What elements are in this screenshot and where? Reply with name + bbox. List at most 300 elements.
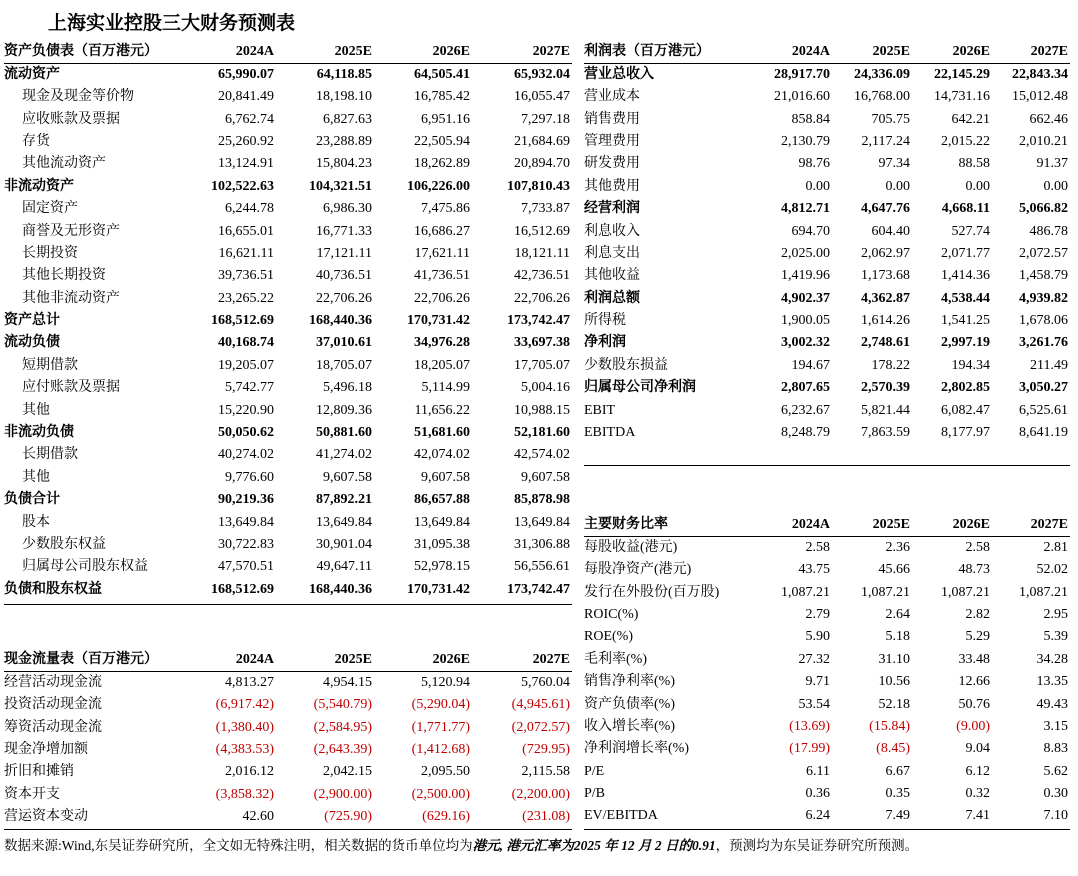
- cell-value: 22,145.29: [934, 67, 990, 82]
- table-row: [584, 581, 1070, 603]
- year-header: 2025E: [334, 44, 372, 59]
- cell-value: (729.95): [522, 741, 570, 757]
- cell-value: 65,932.04: [514, 67, 570, 82]
- row-label: 现金净增加额: [4, 741, 88, 757]
- cell-value: 41,274.02: [316, 447, 372, 463]
- cell-value: 8,177.97: [941, 425, 990, 441]
- row-label: 毛利率(%): [584, 651, 647, 667]
- table-row: [4, 220, 572, 242]
- cell-value: 2.81: [1043, 540, 1068, 555]
- cell-value: 42,074.02: [414, 447, 470, 463]
- table-row: [584, 108, 1070, 130]
- cell-value: 107,810.43: [507, 178, 570, 194]
- cell-value: 20,894.70: [514, 156, 570, 172]
- cell-value: 39,736.51: [218, 268, 274, 284]
- table-row: [584, 805, 1070, 827]
- row-label: 应付账款及票据: [22, 380, 120, 396]
- table-row: [4, 784, 572, 806]
- cell-value: (1,412.68): [411, 741, 470, 757]
- table-row: [584, 131, 1070, 153]
- cell-value: 3,050.27: [1019, 380, 1068, 396]
- cell-value: 22,706.26: [316, 290, 372, 306]
- table-row: [4, 444, 572, 466]
- cell-value: 2.95: [1043, 606, 1068, 622]
- cell-value: 168,440.36: [309, 581, 372, 597]
- page-title: 上海实业控股三大财务预测表: [48, 13, 296, 34]
- cell-value: 168,512.69: [211, 581, 274, 597]
- cell-value: 7,475.86: [421, 201, 470, 217]
- cell-value: 30,901.04: [316, 537, 372, 552]
- cell-value: (9.00): [956, 718, 990, 734]
- cell-value: 16,686.27: [414, 223, 470, 239]
- cell-value: 17,705.07: [514, 357, 570, 373]
- row-label: 少数股东损益: [584, 357, 668, 373]
- cell-value: 6,244.78: [225, 201, 274, 217]
- cell-value: 178.22: [871, 357, 910, 373]
- cell-value: 168,440.36: [309, 313, 372, 329]
- row-label: 非流动负债: [4, 425, 74, 441]
- cell-value: (2,072.57): [511, 719, 570, 735]
- cell-value: 858.84: [791, 111, 830, 127]
- cell-value: 40,736.51: [316, 268, 372, 284]
- cell-value: 31,095.38: [414, 537, 470, 552]
- cell-value: 40,274.02: [218, 447, 274, 463]
- cell-value: 18,121.11: [514, 245, 570, 261]
- table-row: [4, 377, 572, 399]
- cell-value: 13,649.84: [316, 514, 372, 530]
- cell-value: 0.00: [885, 178, 910, 194]
- cell-value: 50,050.62: [218, 425, 274, 441]
- cell-value: 2,016.12: [225, 764, 274, 780]
- row-label: 其他流动资产: [22, 156, 106, 172]
- income-statement-table: [584, 41, 1070, 444]
- cell-value: 0.32: [965, 786, 990, 802]
- cell-value: 64,505.41: [414, 67, 470, 82]
- cell-value: 6.24: [805, 808, 830, 824]
- table-row: [584, 537, 1070, 560]
- table-row: [584, 693, 1070, 715]
- cell-value: 1,541.25: [941, 313, 990, 329]
- cell-value: 14,731.16: [934, 89, 990, 105]
- row-label: 短期借款: [22, 357, 78, 373]
- cell-value: (231.08): [522, 809, 570, 825]
- table-row: [4, 310, 572, 332]
- footnote: [4, 834, 918, 854]
- cell-value: 22,843.34: [1012, 67, 1068, 82]
- year-header: 2027E: [1030, 517, 1068, 532]
- cell-value: 1,900.05: [781, 313, 830, 329]
- cell-value: 21,684.69: [514, 133, 570, 149]
- cell-value: 37,010.61: [316, 335, 372, 351]
- cell-value: 13,124.91: [218, 156, 274, 172]
- table-title: 利润表（百万港元）: [584, 44, 710, 59]
- cell-value: 6,827.63: [323, 111, 372, 127]
- cell-value: 2,015.22: [941, 133, 990, 149]
- cell-value: (6,917.42): [215, 697, 274, 713]
- row-label: 负债和股东权益: [4, 581, 102, 597]
- cell-value: 5,760.04: [521, 675, 570, 690]
- cell-value: 42,736.51: [514, 268, 570, 284]
- cell-value: 1,173.68: [861, 268, 910, 284]
- row-label: ROE(%): [584, 629, 633, 645]
- row-label: 负债合计: [4, 492, 60, 508]
- cell-value: 10.56: [878, 674, 910, 690]
- table-row: [4, 467, 572, 489]
- row-label: 销售费用: [584, 111, 640, 127]
- cell-value: 5.39: [1043, 629, 1068, 645]
- cell-value: 5.62: [1043, 763, 1068, 779]
- cell-value: 31,306.88: [514, 537, 570, 552]
- cell-value: 87,892.21: [316, 492, 372, 508]
- table-row: [4, 534, 572, 556]
- cell-value: 7.10: [1043, 808, 1068, 824]
- cell-value: 8,248.79: [781, 425, 830, 441]
- cell-value: 5,742.77: [225, 380, 274, 396]
- cell-value: 4,902.37: [781, 290, 830, 306]
- cell-value: 65,990.07: [218, 67, 274, 82]
- table-row: [584, 265, 1070, 287]
- row-label: 固定资产: [22, 201, 78, 217]
- cell-value: 173,742.47: [507, 313, 570, 329]
- year-header: 2026E: [952, 517, 990, 532]
- table-row: [584, 332, 1070, 354]
- cell-value: 8.83: [1043, 741, 1068, 757]
- cell-value: 7,863.59: [861, 425, 910, 441]
- cell-value: 15,804.23: [316, 156, 372, 172]
- row-label: 流动资产: [4, 67, 60, 82]
- cell-value: 2.64: [885, 606, 910, 622]
- cell-value: 170,731.42: [407, 581, 470, 597]
- cell-value: 56,556.61: [514, 559, 570, 575]
- table-title: 资产负债表（百万港元）: [4, 44, 158, 59]
- cell-value: 4,362.87: [861, 290, 910, 306]
- table-row: [4, 556, 572, 578]
- cell-value: 2.82: [965, 606, 990, 622]
- table-row: [4, 761, 572, 783]
- cell-value: (2,900.00): [313, 786, 372, 802]
- table-row: [584, 64, 1070, 87]
- cell-value: 15,220.90: [218, 402, 274, 418]
- cell-value: 52.18: [878, 696, 910, 712]
- cell-value: (4,945.61): [511, 697, 570, 713]
- cell-value: 52.02: [1036, 562, 1068, 578]
- cell-value: 3,261.76: [1019, 335, 1068, 351]
- row-label: 其他费用: [584, 178, 640, 194]
- table-header-row: [584, 514, 1070, 537]
- cell-value: 1,419.96: [781, 268, 830, 284]
- cell-value: 4,668.11: [941, 201, 990, 217]
- cell-value: 2,115.58: [521, 764, 570, 780]
- table-row: [4, 694, 572, 716]
- cell-value: 9,607.58: [323, 469, 372, 485]
- cell-value: 15,012.48: [1012, 89, 1068, 105]
- cell-value: 6.12: [965, 763, 990, 779]
- cell-value: 34,976.28: [414, 335, 470, 351]
- row-label: 利润总额: [584, 290, 640, 306]
- cell-value: 25,260.92: [218, 133, 274, 149]
- row-label: EBITDA: [584, 425, 636, 441]
- ratios-bottom-rule: [584, 829, 1070, 830]
- row-label: 每股收益(港元): [584, 540, 678, 555]
- cell-value: 170,731.42: [407, 313, 470, 329]
- cell-value: 2,748.61: [861, 335, 910, 351]
- cell-value: 40,168.74: [218, 335, 274, 351]
- row-label: 其他: [22, 402, 50, 418]
- cell-value: 694.70: [791, 223, 830, 239]
- cash-flow-bottom-rule: [4, 829, 572, 830]
- table-row: [4, 153, 572, 175]
- row-label: 净利润: [584, 335, 626, 351]
- cell-value: 49.43: [1036, 696, 1068, 712]
- table-title: 现金流量表（百万港元）: [4, 652, 158, 667]
- cell-value: (5,540.79): [313, 697, 372, 713]
- cell-value: 24,336.09: [854, 67, 910, 82]
- cell-value: 3.15: [1043, 718, 1068, 734]
- table-row: [4, 579, 572, 601]
- table-row: [584, 220, 1070, 242]
- table-row: [584, 761, 1070, 783]
- table-row: [4, 739, 572, 761]
- cell-value: 18,262.89: [414, 156, 470, 172]
- cell-value: (2,643.39): [313, 741, 372, 757]
- row-label: 研发费用: [584, 156, 640, 172]
- cell-value: 0.00: [965, 178, 990, 194]
- cell-value: 85,878.98: [514, 492, 570, 508]
- cell-value: 6,986.30: [323, 201, 372, 217]
- row-label: P/E: [584, 763, 605, 779]
- cell-value: 22,706.26: [414, 290, 470, 306]
- cell-value: (17.99): [789, 741, 830, 757]
- cell-value: (2,500.00): [411, 786, 470, 802]
- table-row: [4, 108, 572, 130]
- cell-value: 194.34: [951, 357, 990, 373]
- cell-value: 527.74: [951, 223, 990, 239]
- table-row: [584, 649, 1070, 671]
- cell-value: 5,821.44: [861, 402, 910, 418]
- table-row: [4, 265, 572, 287]
- cell-value: 23,288.89: [316, 133, 372, 149]
- footnote-forecast: ，预测均为东吴证券研究所预测。: [715, 838, 919, 853]
- row-label: 利息支出: [584, 245, 640, 261]
- row-label: EV/EBITDA: [584, 808, 658, 824]
- table-row: [584, 671, 1070, 693]
- cell-value: 2,095.50: [421, 764, 470, 780]
- cell-value: 18,205.07: [414, 357, 470, 373]
- cell-value: 19,205.07: [218, 357, 274, 373]
- row-label: 少数股东权益: [22, 537, 106, 552]
- table-row: [4, 131, 572, 153]
- cell-value: 47,570.51: [218, 559, 274, 575]
- table-row: [584, 738, 1070, 760]
- table-row: [584, 377, 1070, 399]
- cell-value: (2,584.95): [313, 719, 372, 735]
- cell-value: 41,736.51: [414, 268, 470, 284]
- table-row: [584, 604, 1070, 626]
- table-row: [584, 355, 1070, 377]
- cell-value: 42,574.02: [514, 447, 570, 463]
- cell-value: 5,114.99: [421, 380, 470, 396]
- cell-value: 52,181.60: [514, 425, 570, 441]
- table-row: [584, 422, 1070, 444]
- cell-value: 705.75: [871, 111, 910, 127]
- year-header: 2026E: [952, 44, 990, 59]
- cell-value: 27.32: [798, 651, 830, 667]
- cell-value: 2,802.85: [941, 380, 990, 396]
- cell-value: 18,705.07: [316, 357, 372, 373]
- cell-value: 662.46: [1029, 111, 1068, 127]
- row-label: 所得税: [584, 313, 626, 329]
- table-row: [584, 243, 1070, 265]
- cell-value: 33.48: [958, 651, 990, 667]
- cell-value: 2,997.19: [941, 335, 990, 351]
- row-label: 商誉及无形资产: [22, 223, 120, 239]
- cell-value: 9,607.58: [521, 469, 570, 485]
- cell-value: 17,621.11: [414, 245, 470, 261]
- table-row: [4, 86, 572, 108]
- cell-value: 194.67: [791, 357, 830, 373]
- row-label: EBIT: [584, 402, 616, 418]
- row-label: 现金及现金等价物: [22, 89, 134, 105]
- row-label: 应收账款及票据: [22, 111, 120, 127]
- cell-value: 13,649.84: [218, 514, 274, 530]
- table-row: [4, 288, 572, 310]
- cell-value: 2,117.24: [861, 133, 910, 149]
- cell-value: 91.37: [1036, 156, 1068, 172]
- cell-value: 51,681.60: [414, 425, 470, 441]
- cell-value: 6.67: [885, 763, 910, 779]
- cell-value: 90,219.36: [218, 492, 274, 508]
- cell-value: 1,678.06: [1019, 313, 1068, 329]
- cell-value: 53.54: [798, 696, 830, 712]
- row-label: 经营活动现金流: [4, 675, 102, 690]
- cell-value: 9.04: [965, 741, 990, 757]
- cell-value: 7.49: [885, 808, 910, 824]
- table-row: [584, 288, 1070, 310]
- row-label: 资本开支: [4, 786, 60, 802]
- cell-value: 0.35: [885, 786, 910, 802]
- table-row: [584, 783, 1070, 805]
- cell-value: 16,621.11: [218, 245, 274, 261]
- table-row: [584, 399, 1070, 421]
- cell-value: 0.36: [805, 786, 830, 802]
- cell-value: 42.60: [242, 809, 274, 825]
- cell-value: 33,697.38: [514, 335, 570, 351]
- cell-value: (1,771.77): [411, 719, 470, 735]
- year-header: 2027E: [1030, 44, 1068, 59]
- cell-value: 2,807.65: [781, 380, 830, 396]
- cell-value: 16,771.33: [316, 223, 372, 239]
- cell-value: 0.00: [1043, 178, 1068, 194]
- cell-value: 9,776.60: [225, 469, 274, 485]
- table-row: [4, 399, 572, 421]
- cell-value: 5,004.16: [521, 380, 570, 396]
- cell-value: 22,706.26: [514, 290, 570, 306]
- cell-value: (15.84): [869, 718, 910, 734]
- cell-value: 8,641.19: [1019, 425, 1068, 441]
- cell-value: 6,951.16: [421, 111, 470, 127]
- cell-value: 1,414.36: [941, 268, 990, 284]
- row-label: P/B: [584, 786, 606, 802]
- table-row: [4, 716, 572, 738]
- cell-value: 642.21: [951, 111, 990, 127]
- cell-value: 98.76: [798, 156, 830, 172]
- year-header: 2026E: [432, 652, 470, 667]
- row-label: 非流动资产: [4, 178, 74, 194]
- cash-flow-table: [4, 649, 572, 828]
- row-label: 归属母公司股东权益: [22, 559, 148, 575]
- cell-value: 2,062.97: [861, 245, 910, 261]
- cell-value: 18,198.10: [316, 89, 372, 105]
- table-row: [4, 672, 572, 695]
- row-label: 其他非流动资产: [22, 290, 120, 306]
- cell-value: 7,297.18: [521, 111, 570, 127]
- cell-value: (8.45): [876, 741, 910, 757]
- table-row: [584, 716, 1070, 738]
- row-label: 归属母公司净利润: [584, 380, 696, 396]
- row-label: 营业总收入: [584, 67, 654, 82]
- cell-value: 16,055.47: [514, 89, 570, 105]
- cell-value: 6.11: [806, 763, 830, 779]
- cell-value: 16,785.42: [414, 89, 470, 105]
- row-label: 其他收益: [584, 268, 640, 284]
- cell-value: 13,649.84: [414, 514, 470, 530]
- cell-value: 1,087.21: [781, 584, 830, 600]
- cell-value: (629.16): [422, 809, 470, 825]
- cell-value: 2,130.79: [781, 133, 830, 149]
- cell-value: 1,087.21: [941, 584, 990, 600]
- cell-value: 486.78: [1029, 223, 1068, 239]
- table-row: [584, 153, 1070, 175]
- year-header: 2027E: [532, 44, 570, 59]
- table-header-row: [4, 649, 572, 672]
- table-row: [584, 176, 1070, 198]
- cell-value: 604.40: [871, 223, 910, 239]
- cell-value: 1,087.21: [1019, 584, 1068, 600]
- cell-value: 13,649.84: [514, 514, 570, 530]
- year-header: 2027E: [532, 652, 570, 667]
- cell-value: 1,087.21: [861, 584, 910, 600]
- cell-value: 4,813.27: [225, 675, 274, 690]
- balance-sheet-bottom-rule: [4, 604, 572, 605]
- cell-value: 102,522.63: [211, 178, 274, 194]
- cell-value: 28,917.70: [774, 67, 830, 82]
- cell-value: 22,505.94: [414, 133, 470, 149]
- year-header: 2025E: [872, 44, 910, 59]
- row-label: 筹资活动现金流: [4, 719, 102, 735]
- cell-value: 106,226.00: [407, 178, 470, 194]
- row-label: 营运资本变动: [4, 809, 88, 825]
- cell-value: (1,380.40): [215, 719, 274, 735]
- table-row: [4, 511, 572, 533]
- table-header-row: [4, 41, 572, 64]
- row-label: 发行在外股份(百万股): [584, 584, 720, 600]
- cell-value: 30,722.83: [218, 537, 274, 552]
- cell-value: 2.79: [805, 606, 830, 622]
- cell-value: 211.49: [1030, 357, 1068, 373]
- row-label: 利息收入: [584, 223, 640, 239]
- row-label: 每股净资产(港元): [584, 562, 692, 578]
- footnote-source: 数据来源:Wind,东吴证券研究所，全文如无特殊注明，相关数据的货币单位均为: [4, 838, 473, 853]
- cell-value: 17,121.11: [316, 245, 372, 261]
- cell-value: 2,025.00: [781, 245, 830, 261]
- cell-value: 34.28: [1036, 651, 1068, 667]
- table-row: [4, 64, 572, 87]
- cell-value: 9.71: [805, 674, 830, 690]
- cell-value: (5,290.04): [411, 697, 470, 713]
- cell-value: 2,042.15: [323, 764, 372, 780]
- year-header: 2024A: [235, 44, 274, 59]
- row-label: 投资活动现金流: [4, 697, 102, 713]
